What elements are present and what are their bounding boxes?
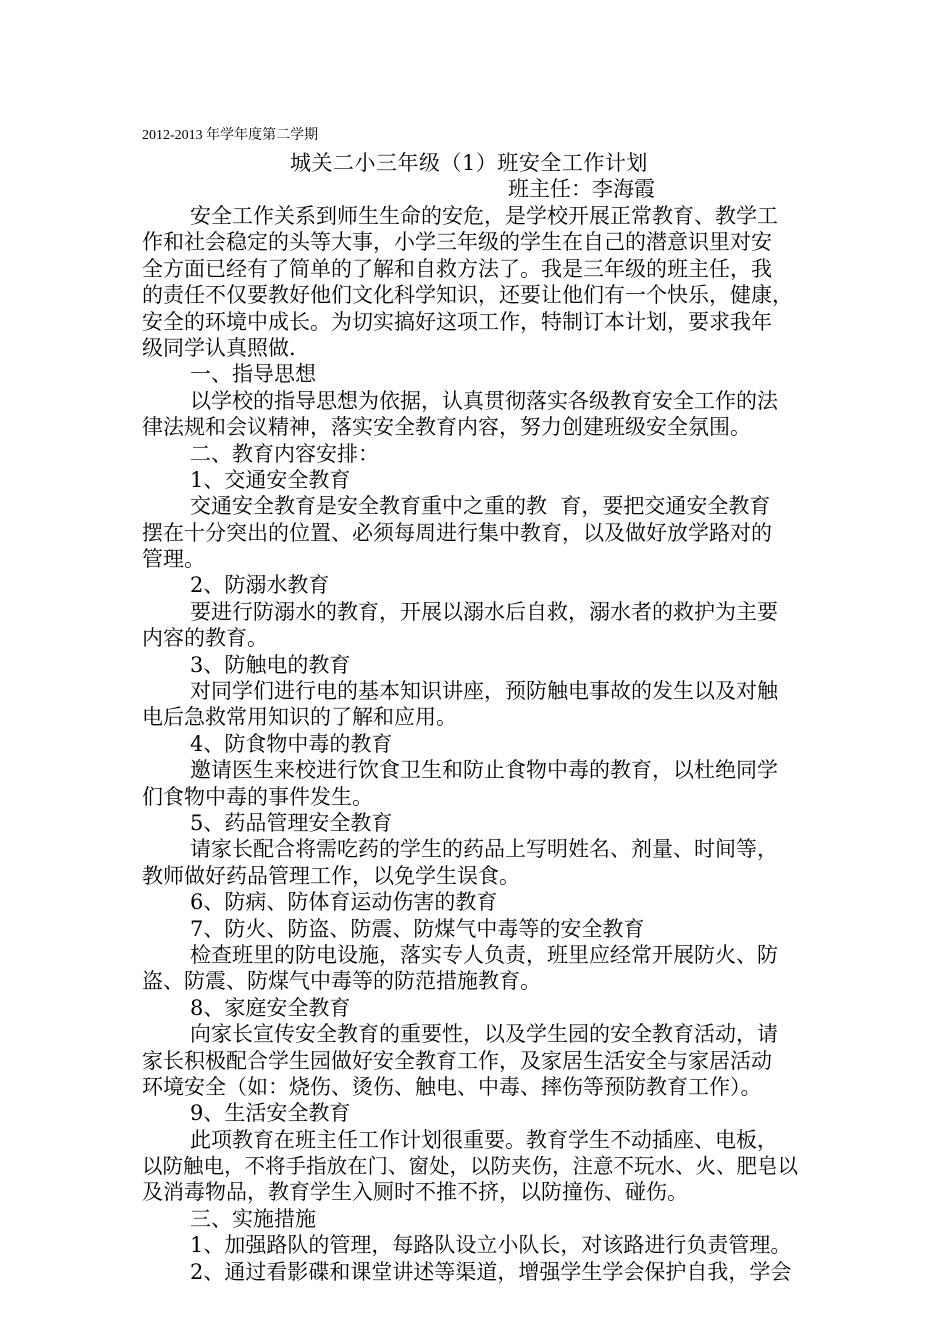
text-line: 2、防溺水教育 (190, 573, 330, 598)
text-line: 内容的教育。 (142, 626, 268, 651)
text-line: 4、防食物中毒的教育 (190, 731, 393, 756)
text-line: 要进行防溺水的教育，开展以溺水后自救，溺水者的救护为主要 (190, 599, 778, 624)
text-line: 1、交通安全教育 (190, 467, 351, 492)
text-line: 向家长宣传安全教育的重要性，以及学生园的安全教育活动，请 (190, 1022, 778, 1047)
text-line: 盗、防震、防煤气中毒等的防范措施教育。 (142, 969, 541, 994)
text-line: 教师做好药品管理工作，以免学生误食。 (142, 863, 520, 888)
term-label: 2012-2013 年学年度第二学期 (142, 128, 319, 143)
text-line: 管理。 (142, 547, 205, 572)
text-line: 以学校的指导思想为依据，认真贯彻落实各级教育安全工作的法 (190, 388, 778, 413)
text-line: 二、教育内容安排： (190, 441, 379, 466)
text-line: 安全工作关系到师生生命的安危，是学校开展正常教育、教学工 (190, 204, 778, 228)
text-line: 邀请医生来校进行饮食卫生和防止食物中毒的教育，以杜绝同学 (190, 758, 778, 783)
text-line: 2、通过看影碟和课堂讲述等渠道，增强学生学会保护自我，学会 (190, 1259, 792, 1284)
text-line: 家长积极配合学生园做好安全教育工作，及家居生活安全与家居活动 (142, 1048, 772, 1073)
text-line: 级同学认真照做. (142, 335, 296, 360)
text-line: 们食物中毒的事件发生。 (142, 784, 373, 809)
text-line: 5、药品管理安全教育 (190, 810, 393, 835)
text-line: 7、防火、防盗、防震、防煤气中毒等的安全教育 (190, 916, 645, 941)
text-line: 1、加强路队的管理，每路队设立小队长，对该路进行负责管理。 (190, 1233, 792, 1258)
text-line: 9、生活安全教育 (190, 1101, 351, 1126)
text-line: 全方面已经有了简单的了解和自救方法了。我是三年级的班主任，我 (142, 256, 772, 281)
text-line: 3、防触电的教育 (190, 652, 351, 677)
text-line: 电后急救常用知识的了解和应用。 (142, 705, 457, 730)
text-line: 一、指导思想 (190, 362, 316, 387)
document-title: 城关二小三年级（1）班安全工作计划 (290, 151, 648, 175)
document-body (142, 203, 810, 1285)
text-line: 的责任不仅要教好他们文化科学知识，还要让他们有一个快乐，健康， (142, 283, 793, 308)
author-line: 班主任：李海霞 (508, 177, 655, 201)
text-line: 摆在十分突出的位置、必须每周进行集中教育，以及做好放学路对的 (142, 520, 772, 545)
text-line: 8、家庭安全教育 (190, 995, 351, 1020)
text-line: 请家长配合将需吃药的学生的药品上写明姓名、剂量、时间等， (190, 837, 778, 862)
text-line: 安全的环境中成长。为切实搞好这项工作，特制订本计划，要求我年 (142, 309, 772, 334)
text-line: 及消毒物品，教育学生入厕时不推不挤，以防撞伤、碰伤。 (142, 1180, 688, 1205)
text-line: 律法规和会议精神，落实安全教育内容，努力创建班级安全氛围。 (142, 415, 751, 440)
text-line: 交通安全教育是安全教育重中之重的教 育，要把交通安全教育 (190, 494, 771, 519)
text-line: 环境安全（如：烧伤、烫伤、触电、中毒、摔伤等预防教育工作）。 (142, 1074, 762, 1099)
text-line: 检查班里的防电设施，落实专人负责，班里应经常开展防火、防 (190, 942, 778, 967)
text-line: 6、防病、防体育运动伤害的教育 (190, 890, 498, 915)
text-line: 以防触电，不将手指放在门、窗处，以防夹伤，注意不玩水、火、肥皂以 (142, 1154, 798, 1179)
text-line: 对同学们进行电的基本知识讲座，预防触电事故的发生以及对触 (190, 679, 778, 704)
text-line: 三、实施措施 (190, 1206, 316, 1231)
text-line: 此项教育在班主任工作计划很重要。教育学生不动插座、电板， (190, 1127, 778, 1152)
text-line: 作和社会稳定的头等大事，小学三年级的学生在自己的潜意识里对安 (142, 230, 772, 255)
